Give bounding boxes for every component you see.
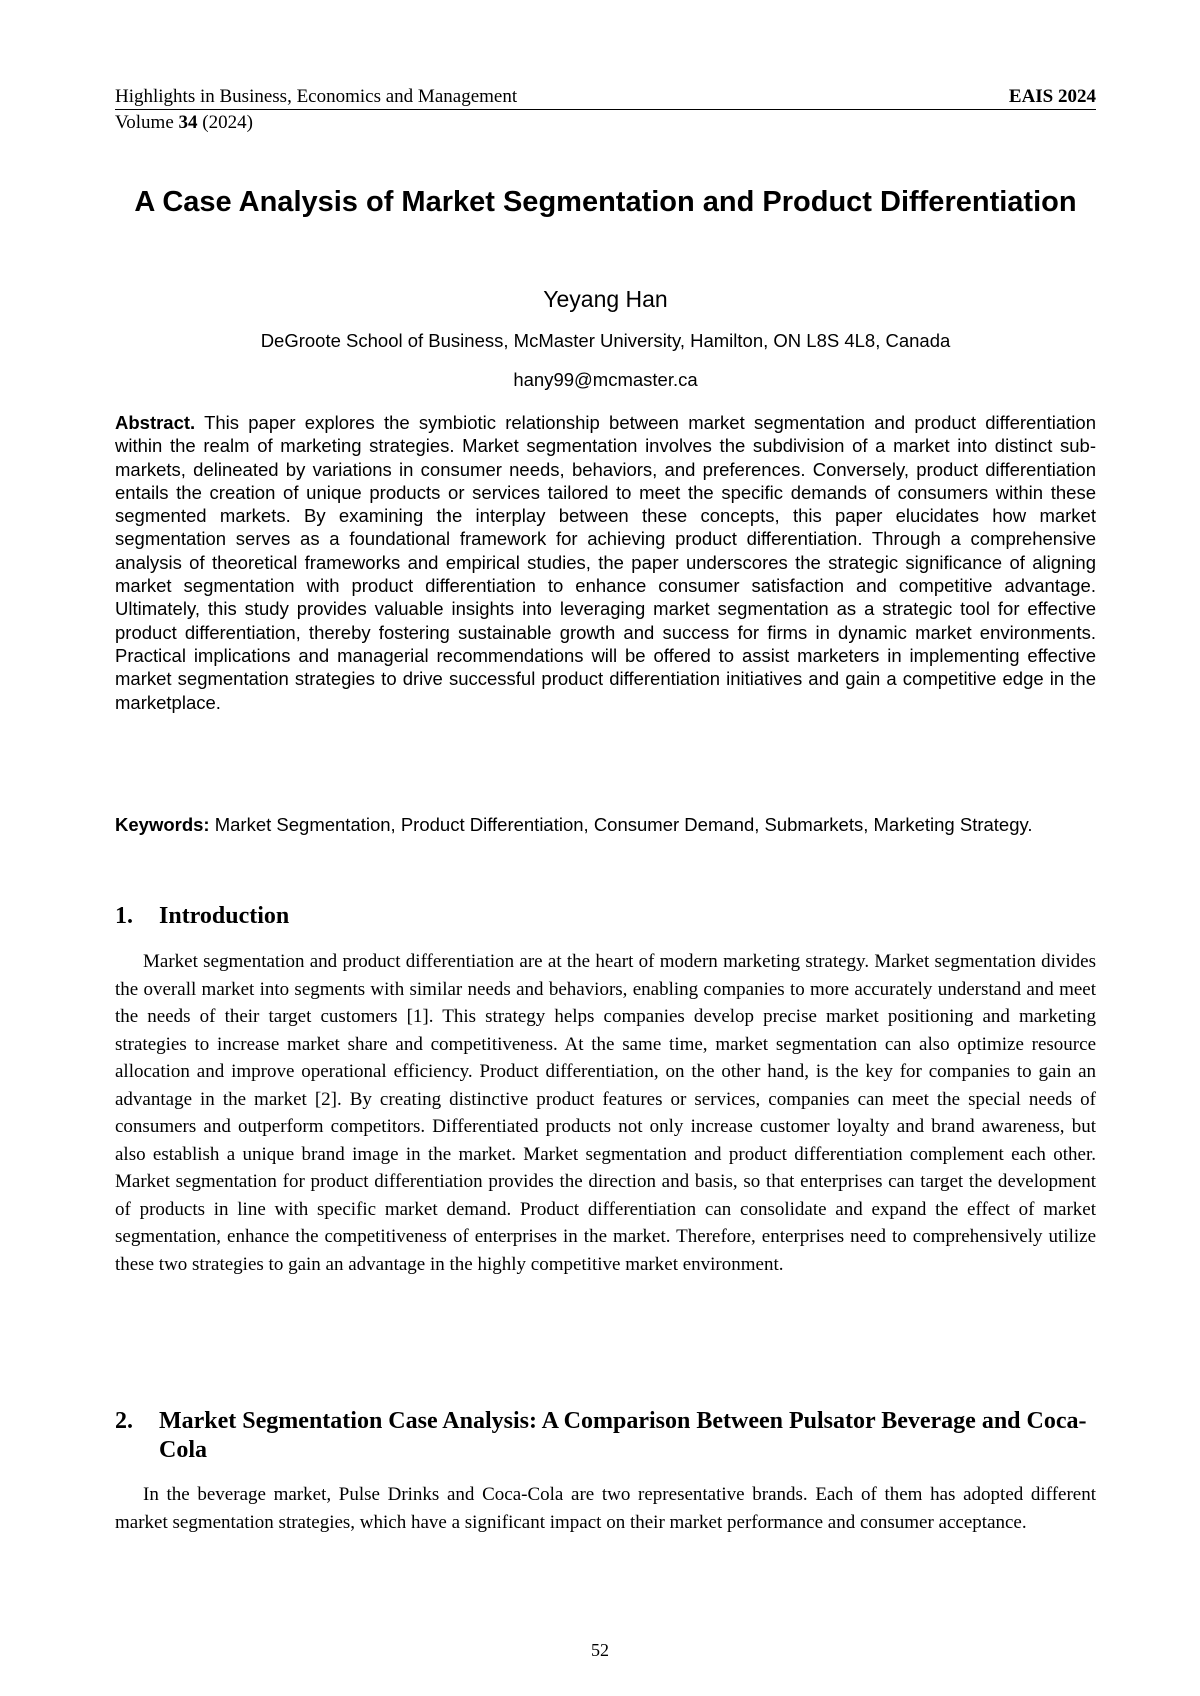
page-number: 52: [591, 1640, 609, 1660]
abstract: [115, 411, 1096, 714]
volume-year: (2024): [202, 112, 253, 133]
keywords-text: Market Segmentation, Product Differentiation, Consumer Demand, Submarkets, Marketing Strategy.: [214, 814, 1033, 835]
section-number: 1.: [115, 903, 133, 929]
volume-label: Volume: [115, 112, 174, 133]
author-affiliation: DeGroote School of Business, McMaster University, Hamilton, ON L8S 4L8, Canada: [260, 330, 951, 351]
section-heading-introduction: [115, 902, 1096, 931]
abstract-label: Abstract.: [115, 412, 196, 433]
keywords: [115, 813, 1096, 836]
section-paragraph: Market segmentation and product differentiation are at the heart of modern marketing strategy. Market segmentation divides the overall market into segments with similar needs and behaviors, enabling companies to more accurately understand and meet the needs of their target customers [1]. This strategy helps companies develop precise market positioning and marketing strategies to increase market share and competitiveness. At the same time, market segmentation can also optimize resource allocation and improve operational efficiency. Product differentiation, on the other hand, is the key for companies to gain an advantage in the market [2]. By creating distinctive product features or services, companies can meet the special needs of consumers and outperform competitors. Differentiated products not only increase customer loyalty and brand awareness, but also establish a unique brand image in the market. Market segmentation and product differentiation complement each other. Market segmentation for product differentiation provides the direction and basis, so that enterprises can target the development of products in line with specific market demand. Product differentiation can consolidate and expand the effect of market segmentation, enhance the competitiveness of enterprises in the market. Therefore, enterprises need to comprehensively utilize these two strategies to gain an advantage in the highly competitive market environment.: [115, 951, 1096, 1275]
author-email: hany99@mcmaster.ca: [513, 369, 698, 390]
keywords-label: Keywords:: [115, 814, 210, 835]
section-heading-case-analysis: [115, 1407, 1096, 1465]
abstract-text: This paper explores the symbiotic relationship between market segmentation and product differentiation within the realm of marketing strategies. Market segmentation involves the subdivision of a market into distinct sub-markets, delineated by variations in consumer needs, behaviors, and preferences. Conversely, product differentiation entails the creation of unique products or services tailored to meet the specific demands of consumers within these segmented markets. By examining the interplay between these concepts, this paper elucidates how market segmentation serves as a foundational framework for achieving product differentiation. Through a comprehensive analysis of theoretical frameworks and empirical studies, the paper underscores the strategic significance of aligning market segmentation with product differentiation to enhance consumer satisfaction and competitive advantage. Ultimately, this study provides valuable insights into leveraging market segmentation as a strategic tool for effective product differentiation, thereby fostering sustainable growth and success for firms in dynamic market environments. Practical implications and managerial recommendations will be offered to assist marketers in implementing effective market segmentation strategies to drive successful product differentiation initiatives and gain a competitive edge in the marketplace.: [115, 412, 1096, 713]
volume-info: [115, 112, 1096, 134]
running-header: [115, 86, 1096, 134]
journal-name: Highlights in Business, Economics and Management: [115, 86, 518, 107]
section-title: Introduction: [159, 903, 290, 929]
author-name: Yeyang Han: [543, 286, 668, 312]
paper-title: A Case Analysis of Market Segmentation and Product Differentiation: [134, 186, 1077, 218]
volume-number: 34: [178, 112, 198, 133]
section-title: Market Segmentation Case Analysis: A Comparison Between Pulsator Beverage and Coca-Cola: [159, 1408, 1087, 1463]
section-number: 2.: [115, 1408, 133, 1434]
section-paragraph: In the beverage market, Pulse Drinks and Coca-Cola are two representative brands. Each of them has adopted different market segmentation strategies, which have a significant impact on their market performance and consumer acceptance.: [115, 1484, 1096, 1533]
conference-name: EAIS 2024: [1008, 86, 1096, 107]
running-header-row: [115, 86, 1096, 110]
